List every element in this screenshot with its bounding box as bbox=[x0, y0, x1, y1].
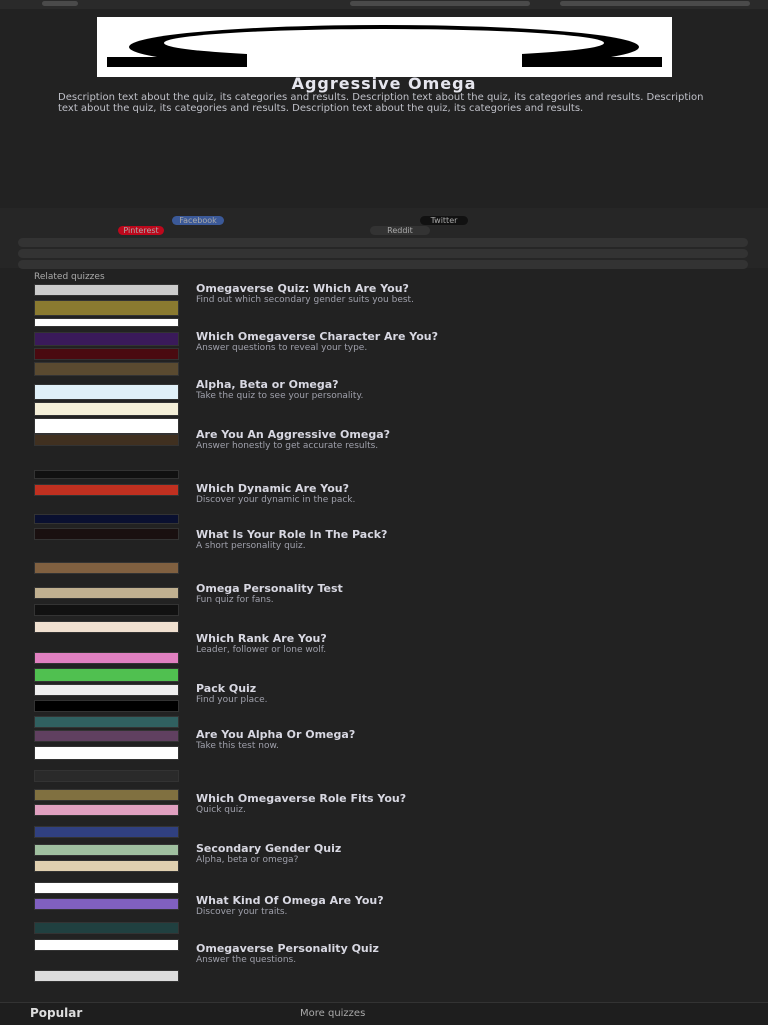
list-item[interactable]: Omega Personality Test Fun quiz for fans. bbox=[196, 582, 343, 605]
thumbnail[interactable] bbox=[34, 730, 179, 742]
related-quizzes-label: Related quizzes bbox=[34, 272, 105, 282]
thumbnail[interactable] bbox=[34, 882, 179, 894]
reddit-share-button[interactable]: Reddit bbox=[370, 226, 430, 235]
list-item[interactable]: Which Omegaverse Character Are You? Answer questions to reveal your type. bbox=[196, 330, 438, 353]
list-item[interactable]: Secondary Gender Quiz Alpha, beta or omega? bbox=[196, 842, 342, 865]
thumbnail[interactable] bbox=[34, 514, 179, 524]
thumbnail[interactable] bbox=[34, 770, 179, 782]
thumbnail[interactable] bbox=[34, 418, 179, 434]
thumbnail[interactable] bbox=[34, 402, 179, 416]
thumbnail[interactable] bbox=[34, 362, 179, 376]
list-item[interactable]: Pack Quiz Find your place. bbox=[196, 682, 268, 705]
thumbnail[interactable] bbox=[34, 668, 179, 682]
thumbnail[interactable] bbox=[34, 789, 179, 801]
tab-strip-3 bbox=[18, 260, 748, 269]
page-title: Aggressive Omega bbox=[291, 74, 477, 93]
list-item[interactable]: What Kind Of Omega Are You? Discover your traits. bbox=[196, 894, 384, 917]
thumbnail[interactable] bbox=[34, 860, 179, 872]
thumbnail[interactable] bbox=[34, 684, 179, 696]
list-item[interactable]: Omegaverse Personality Quiz Answer the questions. bbox=[196, 942, 379, 965]
thumbnail[interactable] bbox=[34, 746, 179, 760]
menu-button[interactable] bbox=[42, 1, 78, 6]
popular-label: Popular bbox=[30, 1006, 83, 1020]
nav-contact-link[interactable] bbox=[560, 1, 750, 6]
thumbnail[interactable] bbox=[34, 284, 179, 296]
thumbnail[interactable] bbox=[34, 484, 179, 496]
thumbnail[interactable] bbox=[34, 922, 179, 934]
thumbnail[interactable] bbox=[34, 587, 179, 599]
thumbnail[interactable] bbox=[34, 300, 179, 316]
tab-strip bbox=[18, 238, 748, 247]
thumbnail[interactable] bbox=[34, 332, 179, 346]
nav-instruction-link[interactable] bbox=[350, 1, 530, 6]
thumbnail[interactable] bbox=[34, 826, 179, 838]
list-item[interactable]: What Is Your Role In The Pack? A short personality quiz. bbox=[196, 528, 388, 551]
facebook-share-button[interactable]: Facebook bbox=[172, 216, 224, 225]
thumbnail[interactable] bbox=[34, 384, 179, 400]
thumbnail[interactable] bbox=[34, 348, 179, 360]
thumbnail[interactable] bbox=[34, 621, 179, 633]
thumbnail[interactable] bbox=[34, 970, 179, 982]
share-bar bbox=[0, 208, 768, 268]
list-item[interactable]: Omegaverse Quiz: Which Are You? Find out which secondary gender suits you best. bbox=[196, 282, 414, 305]
intro-text: Description text about the quiz, its categories and results. Description text about the quiz, its categories and results. Description text about the quiz, its categories and results. Description text about the quiz, its categories and results. bbox=[58, 92, 704, 114]
tab-strip-2 bbox=[18, 249, 748, 258]
thumbnail[interactable] bbox=[34, 804, 179, 816]
list-item[interactable]: Are You Alpha Or Omega? Take this test now. bbox=[196, 728, 356, 751]
thumbnail[interactable] bbox=[34, 318, 179, 327]
thumbnail[interactable] bbox=[34, 470, 179, 479]
thumbnail[interactable] bbox=[34, 434, 179, 446]
thumbnail[interactable] bbox=[34, 700, 179, 712]
thumbnail[interactable] bbox=[34, 528, 179, 540]
omega-logo bbox=[97, 17, 672, 77]
footer-bar bbox=[0, 1002, 768, 1025]
list-item[interactable]: Alpha, Beta or Omega? Take the quiz to see your personality. bbox=[196, 378, 364, 401]
pinterest-share-button[interactable]: Pinterest bbox=[118, 226, 164, 235]
top-navigation-bar bbox=[0, 0, 768, 9]
twitter-share-button[interactable]: Twitter bbox=[420, 216, 468, 225]
list-item[interactable]: Which Omegaverse Role Fits You? Quick quiz. bbox=[196, 792, 407, 815]
thumbnail[interactable] bbox=[34, 652, 179, 664]
thumbnail[interactable] bbox=[34, 939, 179, 951]
thumbnail[interactable] bbox=[34, 562, 179, 574]
thumbnail[interactable] bbox=[34, 844, 179, 856]
list-item[interactable]: Which Rank Are You? Leader, follower or lone wolf. bbox=[196, 632, 327, 655]
thumbnail[interactable] bbox=[34, 604, 179, 616]
thumbnail[interactable] bbox=[34, 898, 179, 910]
more-quizzes-link[interactable]: More quizzes bbox=[300, 1008, 366, 1019]
thumbnail[interactable] bbox=[34, 716, 179, 728]
list-item[interactable]: Are You An Aggressive Omega? Answer honestly to get accurate results. bbox=[196, 428, 390, 451]
list-item[interactable]: Which Dynamic Are You? Discover your dynamic in the pack. bbox=[196, 482, 356, 505]
omega-icon bbox=[97, 17, 672, 77]
